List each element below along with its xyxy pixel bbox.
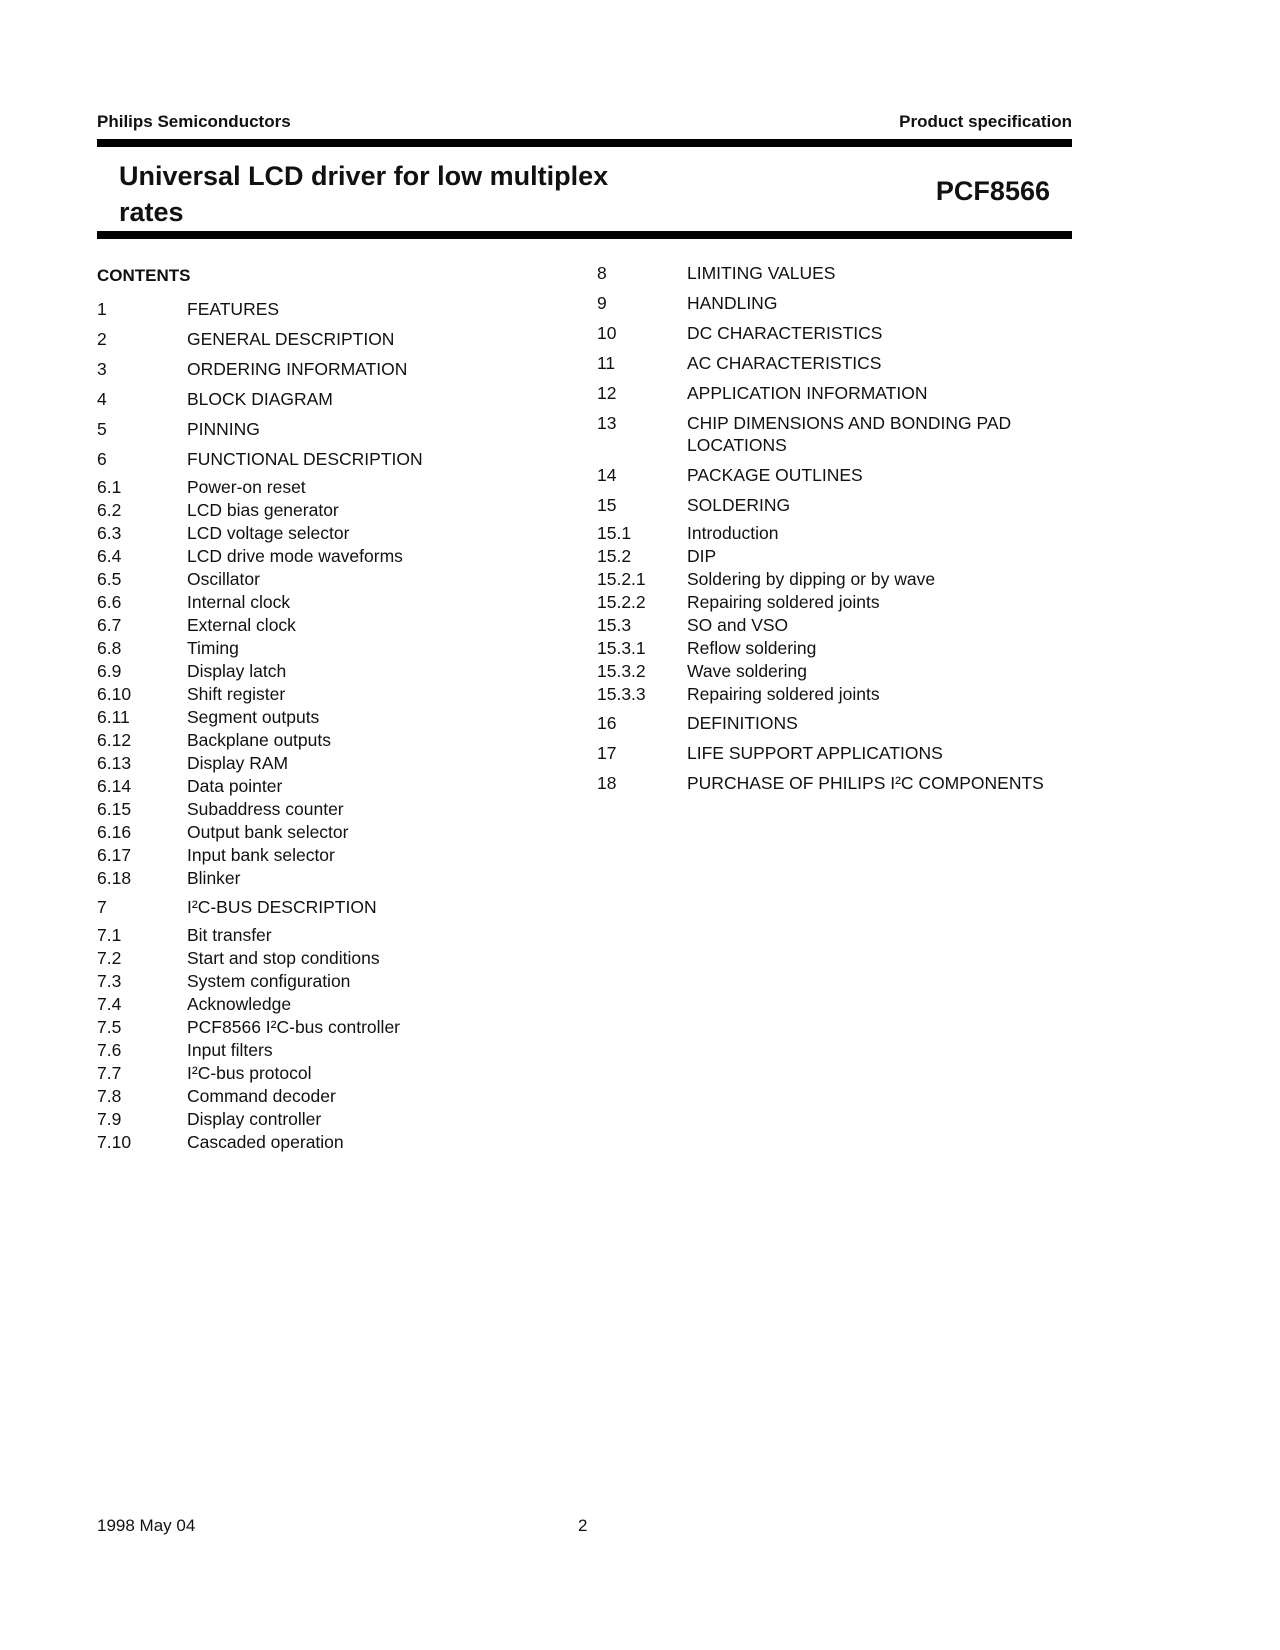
toc-entry (597, 382, 1077, 404)
toc-entry-number: 14 (597, 465, 617, 485)
toc-entry (597, 412, 1077, 456)
toc-entry-title: Reflow soldering (687, 638, 817, 658)
toc-entry-title: Blinker (187, 868, 241, 888)
toc-entry (97, 798, 577, 820)
toc-entry-number: 7.5 (97, 1017, 122, 1037)
toc-entry-number: 13 (597, 413, 617, 433)
toc-entry (97, 545, 577, 567)
toc-entry-title: BLOCK DIAGRAM (187, 389, 333, 409)
toc-entry (97, 660, 577, 682)
toc-left-column (97, 298, 577, 1154)
toc-entry-title: LIFE SUPPORT APPLICATIONS (687, 743, 943, 763)
toc-entry-title: Display controller (187, 1109, 322, 1129)
toc-entry (97, 844, 577, 866)
toc-entry-number: 1 (97, 299, 107, 319)
toc-entry-number: 6.2 (97, 500, 122, 520)
toc-entry (597, 660, 1077, 682)
toc-entry-number: 15.3.3 (597, 684, 646, 704)
toc-entry-number: 18 (597, 773, 617, 793)
toc-entry (97, 1039, 577, 1061)
toc-entry-number: 6.11 (97, 707, 130, 727)
toc-entry-number: 3 (97, 359, 107, 379)
toc-entry-number: 15.3 (597, 615, 632, 635)
toc-entry (97, 388, 577, 410)
toc-entry (97, 499, 577, 521)
toc-entry-title: FEATURES (187, 299, 280, 319)
toc-entry-title: PCF8566 I²C-bus controller (187, 1017, 400, 1037)
toc-entry-title: APPLICATION INFORMATION (687, 383, 928, 403)
toc-entry-title: Acknowledge (187, 994, 292, 1014)
toc-entry-number: 7.10 (97, 1132, 132, 1152)
toc-entry-title: SOLDERING (687, 495, 791, 515)
toc-entry (97, 591, 577, 613)
part-number: PCF8566 (935, 176, 1050, 206)
toc-entry (97, 298, 577, 320)
toc-entry-title: Power-on reset (187, 477, 306, 497)
toc-entry (97, 1016, 577, 1038)
page-number: 2 (578, 1516, 588, 1535)
toc-entry (597, 262, 1077, 284)
toc-entry-title: I²C-BUS DESCRIPTION (187, 897, 377, 917)
toc-entry-title: I²C-bus protocol (187, 1063, 312, 1083)
toc-entry-title: AC CHARACTERISTICS (687, 353, 882, 373)
toc-entry (97, 896, 577, 918)
toc-entry (597, 464, 1077, 486)
toc-entry-title: Input filters (187, 1040, 273, 1060)
toc-entry (597, 683, 1077, 705)
toc-entry-number: 6.15 (97, 799, 132, 819)
toc-entry-title: LCD drive mode waveforms (187, 546, 403, 566)
toc-entry-number: 6.8 (97, 638, 122, 658)
toc-entry-title: DIP (687, 546, 717, 566)
toc-entry-number: 6 (97, 449, 107, 469)
toc-entry (97, 358, 577, 380)
toc-entry-number: 15.2.1 (597, 569, 646, 589)
company-name: Philips Semiconductors (97, 112, 291, 131)
toc-entry-number: 6.12 (97, 730, 132, 750)
toc-entry (597, 712, 1077, 734)
toc-entry-number: 6.7 (97, 615, 122, 635)
document-type: Product specification (899, 112, 1072, 131)
toc-entry (97, 1062, 577, 1084)
toc-entry-title: LIMITING VALUES (687, 263, 836, 283)
toc-entry-title: Wave soldering (687, 661, 807, 681)
toc-entry-title: Command decoder (187, 1086, 336, 1106)
toc-entry (597, 292, 1077, 314)
toc-entry (97, 821, 577, 843)
toc-entry-number: 7.6 (97, 1040, 122, 1060)
toc-entry-number: 17 (597, 743, 617, 763)
toc-entry-number: 7.2 (97, 948, 122, 968)
toc-entry (597, 494, 1077, 516)
toc-entry-title: PURCHASE OF PHILIPS I²C COMPONENTS (687, 773, 1044, 793)
document-title: Universal LCD driver for low multiplex rates (119, 161, 609, 227)
toc-entry-number: 6.16 (97, 822, 132, 842)
toc-entry-title: Segment outputs (187, 707, 320, 727)
toc-entry-title: Shift register (187, 684, 286, 704)
toc-entry-number: 15.2 (597, 546, 632, 566)
toc-entry-number: 9 (597, 293, 607, 313)
toc-entry-title: Oscillator (187, 569, 260, 589)
toc-entry (97, 614, 577, 636)
toc-entry (597, 772, 1077, 794)
toc-entry (597, 545, 1077, 567)
toc-entry-title: DC CHARACTERISTICS (687, 323, 883, 343)
toc-entry (97, 947, 577, 969)
toc-right-column (597, 262, 1077, 802)
toc-entry-number: 7.4 (97, 994, 122, 1014)
toc-entry-title: Repairing soldered joints (687, 684, 880, 704)
toc-entry-title: System configuration (187, 971, 351, 991)
toc-entry-title: DEFINITIONS (687, 713, 798, 733)
toc-entry-title: Repairing soldered joints (687, 592, 880, 612)
toc-entry (97, 775, 577, 797)
toc-entry-number: 6.9 (97, 661, 122, 681)
toc-entry-number: 11 (597, 353, 616, 373)
toc-entry (97, 418, 577, 440)
toc-entry (597, 614, 1077, 636)
toc-entry-number: 5 (97, 419, 107, 439)
toc-entry (97, 522, 577, 544)
toc-entry (97, 706, 577, 728)
toc-entry-title: Cascaded operation (187, 1132, 344, 1152)
toc-entry-number: 7.1 (97, 925, 122, 945)
header-rule-top (97, 139, 1072, 147)
toc-entry (97, 637, 577, 659)
toc-entry-title: Timing (187, 638, 239, 658)
toc-entry-number: 15 (597, 495, 617, 515)
toc-entry-number: 6.6 (97, 592, 122, 612)
toc-entry-title: LCD bias generator (187, 500, 339, 520)
toc-entry (97, 683, 577, 705)
toc-entry (97, 1131, 577, 1153)
toc-entry-title: PACKAGE OUTLINES (687, 465, 863, 485)
toc-entry-title: Start and stop conditions (187, 948, 380, 968)
toc-entry (97, 476, 577, 498)
toc-entry-number: 6.3 (97, 523, 122, 543)
toc-entry-number: 4 (97, 389, 107, 409)
toc-entry-number: 7.8 (97, 1086, 122, 1106)
toc-entry-title: External clock (187, 615, 296, 635)
toc-entry-title: GENERAL DESCRIPTION (187, 329, 395, 349)
toc-entry-number: 6.14 (97, 776, 132, 796)
toc-entry (597, 568, 1077, 590)
toc-entry-number: 7.9 (97, 1109, 122, 1129)
toc-entry-number: 15.3.2 (597, 661, 646, 681)
toc-entry-number: 6.13 (97, 753, 132, 773)
toc-entry-title: Soldering by dipping or by wave (687, 569, 936, 589)
toc-entry (97, 328, 577, 350)
toc-entry-title: Bit transfer (187, 925, 272, 945)
toc-entry (97, 568, 577, 590)
toc-entry-number: 10 (597, 323, 617, 343)
toc-entry-title: Data pointer (187, 776, 283, 796)
toc-entry-number: 15.3.1 (597, 638, 646, 658)
toc-entry-title: Subaddress counter (187, 799, 344, 819)
toc-entry (97, 1085, 577, 1107)
header-rule-bottom (97, 231, 1072, 239)
toc-entry-title: Backplane outputs (187, 730, 331, 750)
toc-entry-title: HANDLING (687, 293, 778, 313)
toc-entry-number: 6.5 (97, 569, 122, 589)
toc-entry (597, 322, 1077, 344)
toc-entry-number: 15.1 (597, 523, 632, 543)
toc-entry (597, 352, 1077, 374)
toc-entry-number: 6.10 (97, 684, 132, 704)
toc-entry-title: ORDERING INFORMATION (187, 359, 408, 379)
toc-entry-title: Display RAM (187, 753, 289, 773)
toc-entry-title: SO and VSO (687, 615, 789, 635)
toc-entry-number: 16 (597, 713, 617, 733)
toc-entry (597, 637, 1077, 659)
toc-entry-title: FUNCTIONAL DESCRIPTION (187, 449, 423, 469)
toc-entry-number: 6.4 (97, 546, 122, 566)
toc-entry-number: 7.3 (97, 971, 122, 991)
toc-entry (597, 591, 1077, 613)
toc-entry-number: 7 (97, 897, 107, 917)
toc-entry (97, 448, 577, 470)
toc-entry-title: Input bank selector (187, 845, 335, 865)
toc-entry-number: 8 (597, 263, 607, 283)
toc-entry-title: Display latch (187, 661, 287, 681)
toc-entry-number: 12 (597, 383, 617, 403)
toc-entry-number: 2 (97, 329, 107, 349)
footer-date: 1998 May 04 (97, 1516, 196, 1535)
toc-entry (97, 993, 577, 1015)
toc-entry-number: 6.1 (97, 477, 122, 497)
toc-entry (97, 970, 577, 992)
toc-entry (597, 522, 1077, 544)
toc-entry-number: 6.18 (97, 868, 132, 888)
toc-entry-title: Introduction (687, 523, 779, 543)
toc-entry-title: Output bank selector (187, 822, 349, 842)
toc-entry (97, 1108, 577, 1130)
toc-entry-number: 15.2.2 (597, 592, 646, 612)
toc-entry (97, 752, 577, 774)
contents-heading: CONTENTS (97, 266, 191, 285)
toc-entry (97, 867, 577, 889)
toc-entry (597, 742, 1077, 764)
toc-entry-title: CHIP DIMENSIONS AND BONDING PAD LOCATIONS (687, 413, 1012, 455)
toc-entry-number: 7.7 (97, 1063, 122, 1083)
toc-entry (97, 924, 577, 946)
toc-entry-title: LCD voltage selector (187, 523, 350, 543)
toc-entry-title: PINNING (187, 419, 260, 439)
toc-entry-number: 6.17 (97, 845, 132, 865)
toc-entry-title: Internal clock (187, 592, 291, 612)
toc-entry (97, 729, 577, 751)
